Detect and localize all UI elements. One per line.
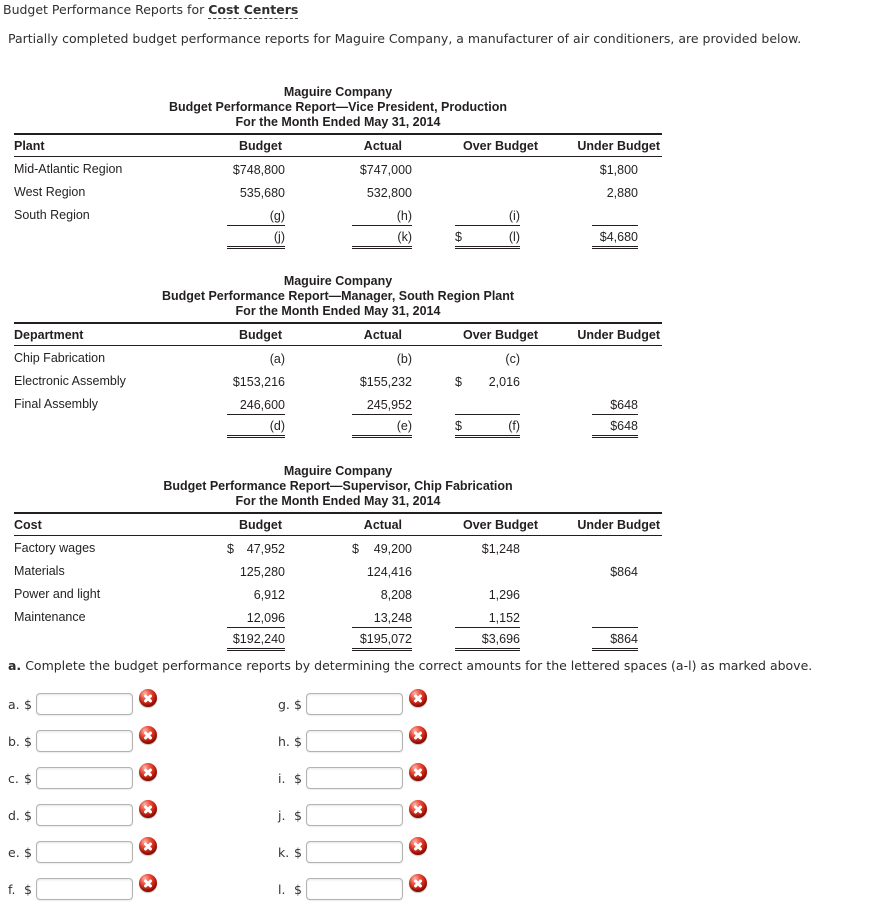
- amount-box: [227, 163, 285, 180]
- answer-row-j: [278, 804, 427, 826]
- amount-box: [227, 352, 285, 369]
- amount-box: [352, 542, 412, 559]
- answer-letter: e.: [8, 844, 20, 860]
- amount-cell: [420, 346, 540, 369]
- amount-box: [352, 209, 412, 226]
- table-row: [14, 369, 662, 392]
- amount-value: (a): [269, 351, 285, 366]
- column-header-budget: Budget: [180, 134, 292, 157]
- report-table: [14, 512, 662, 651]
- amount-value: 535,680: [239, 185, 285, 200]
- amount-value: (b): [396, 351, 412, 366]
- answer-input-c[interactable]: [36, 767, 133, 789]
- answer-input-f[interactable]: [36, 878, 133, 900]
- amount-cell: [180, 415, 292, 438]
- amount-box: [352, 163, 412, 180]
- amount-value: 2,016: [488, 374, 520, 389]
- answer-row-a: [8, 693, 157, 715]
- amount-cell: [292, 536, 420, 559]
- total-row: [14, 415, 662, 438]
- report-title-line: Budget Performance Report—Manager, South Region Plant: [161, 289, 515, 303]
- dollar-sign: $: [294, 807, 302, 823]
- dollar-sign: $: [24, 696, 32, 712]
- amount-cell: [180, 628, 292, 651]
- amount-cell: [420, 536, 540, 559]
- amount-value: 1,296: [488, 587, 520, 602]
- row-label: Mid-Atlantic Region: [14, 161, 123, 176]
- amount-cell: [420, 559, 540, 582]
- total-row: [14, 226, 662, 249]
- instruction-text: Complete the budget performance reports by determining the correct amounts for the lettered spaces (a-l) as marked above.: [25, 658, 813, 673]
- answer-letter: b.: [8, 733, 20, 749]
- amount-box: [455, 352, 520, 369]
- row-label: Final Assembly: [14, 396, 99, 411]
- amount-value: [635, 209, 638, 223]
- amount-cell: [292, 582, 420, 605]
- amount-cell: [180, 157, 292, 180]
- answer-row-b: [8, 730, 157, 752]
- row-label: Chip Fabrication: [14, 350, 106, 365]
- table-row: [14, 582, 662, 605]
- currency-sign: $: [455, 418, 462, 433]
- amount-box: [227, 632, 285, 651]
- amount-value: (c): [505, 351, 520, 366]
- incorrect-icon: [139, 837, 157, 855]
- amount-cell: [180, 536, 292, 559]
- column-header-under-budget: Under Budget: [540, 513, 662, 536]
- amount-cell: [420, 369, 540, 392]
- amount-value: (j): [273, 229, 285, 244]
- header-row: [14, 323, 662, 346]
- dollar-sign: $: [294, 696, 302, 712]
- report-supervisor-chip-fabrication: [14, 464, 662, 651]
- amount-cell: [420, 203, 540, 226]
- answer-column-right: [278, 693, 427, 900]
- table-row: [14, 536, 662, 559]
- amount-cell: [420, 605, 540, 628]
- report-title-line: Maguire Company: [283, 274, 393, 288]
- amount-cell: [180, 392, 292, 415]
- answer-input-k[interactable]: [306, 841, 403, 863]
- amount-value: $648: [610, 418, 638, 433]
- incorrect-icon: [139, 689, 157, 707]
- amount-value: (i): [508, 208, 520, 223]
- dollar-sign: $: [294, 844, 302, 860]
- amount-cell: [292, 157, 420, 180]
- column-header-cost: Cost: [14, 513, 180, 536]
- amount-box: [592, 209, 638, 226]
- row-label: [14, 415, 180, 438]
- answer-row-e: [8, 841, 157, 863]
- amount-cell: [540, 605, 662, 628]
- dollar-sign: $: [24, 881, 32, 897]
- amount-value: $864: [610, 631, 638, 646]
- amount-cell: [180, 346, 292, 369]
- report-manager-south-region-plant: [14, 274, 662, 438]
- answer-row-h: [278, 730, 427, 752]
- column-header-actual: Actual: [292, 513, 420, 536]
- amount-cell: [180, 203, 292, 226]
- report-title: [14, 464, 662, 509]
- instruction-letter: a.: [8, 658, 22, 673]
- amount-cell: [540, 628, 662, 651]
- header-row: [14, 513, 662, 536]
- amount-box: [227, 542, 285, 559]
- amount-cell: [540, 203, 662, 226]
- report-table: [14, 133, 662, 249]
- answer-input-h[interactable]: [306, 730, 403, 752]
- column-header-over-budget: Over Budget: [420, 134, 540, 157]
- amount-value: (e): [396, 418, 412, 433]
- amount-cell: [292, 226, 420, 249]
- answer-row-l: [278, 878, 427, 900]
- header-row: [14, 134, 662, 157]
- amount-box: [592, 186, 638, 203]
- row-label: Materials: [14, 563, 65, 578]
- amount-value: $195,072: [359, 631, 412, 646]
- amount-value: (h): [396, 208, 412, 223]
- row-label: [14, 226, 180, 249]
- amount-box: [352, 588, 412, 605]
- amount-value: 245,952: [366, 397, 412, 412]
- answer-row-f: [8, 878, 157, 900]
- amount-cell: [420, 180, 540, 203]
- answer-letter: f.: [8, 881, 16, 897]
- amount-cell: [292, 180, 420, 203]
- amount-box: [227, 375, 285, 392]
- amount-box: [455, 375, 520, 392]
- amount-value: $648: [610, 397, 638, 412]
- amount-cell: [292, 415, 420, 438]
- answer-column-left: [8, 693, 157, 900]
- page-title: [3, 2, 298, 17]
- amount-value: 47,952: [246, 541, 285, 556]
- amount-box: [455, 230, 520, 249]
- row-label: Factory wages: [14, 540, 96, 555]
- amount-box: [592, 398, 638, 415]
- amount-box: [455, 398, 520, 415]
- answer-input-a[interactable]: [36, 693, 133, 715]
- answer-input-d[interactable]: [36, 804, 133, 826]
- amount-value: 1,152: [488, 610, 520, 625]
- amount-value: $3,696: [481, 631, 520, 646]
- amount-value: (l): [508, 229, 520, 244]
- amount-cell: [292, 369, 420, 392]
- amount-box: [352, 611, 412, 628]
- amount-cell: [420, 582, 540, 605]
- amount-box: [592, 611, 638, 628]
- amount-cell: [540, 536, 662, 559]
- column-header-department: Department: [14, 323, 180, 346]
- amount-value: $1,800: [599, 162, 638, 177]
- report-title-line: Maguire Company: [283, 85, 393, 99]
- table-row: [14, 203, 662, 226]
- dollar-sign: $: [294, 770, 302, 786]
- amount-box: [227, 419, 285, 438]
- glossary-term-cost-centers[interactable]: Cost Centers: [208, 2, 299, 17]
- amount-value: 2,880: [606, 185, 638, 200]
- amount-value: 125,280: [239, 564, 285, 579]
- instruction-line: [8, 658, 812, 673]
- amount-box: [227, 186, 285, 203]
- currency-sign: $: [227, 541, 234, 556]
- answer-letter: k.: [278, 844, 290, 860]
- amount-value: [635, 611, 638, 625]
- amount-value: 532,800: [366, 185, 412, 200]
- amount-cell: [420, 157, 540, 180]
- answer-input-i[interactable]: [306, 767, 403, 789]
- amount-cell: [420, 415, 540, 438]
- amount-cell: [292, 559, 420, 582]
- incorrect-icon: [139, 800, 157, 818]
- amount-box: [352, 398, 412, 415]
- amount-box: [352, 375, 412, 392]
- dollar-sign: $: [24, 770, 32, 786]
- amount-value: 124,416: [366, 564, 412, 579]
- table-row: [14, 559, 662, 582]
- amount-box: [352, 565, 412, 582]
- answer-row-g: [278, 693, 427, 715]
- incorrect-icon: [139, 874, 157, 892]
- incorrect-icon: [139, 726, 157, 744]
- amount-cell: [180, 605, 292, 628]
- amount-value: $1,248: [481, 541, 520, 556]
- report-title: [14, 85, 662, 130]
- dollar-sign: $: [24, 807, 32, 823]
- amount-value: (g): [269, 208, 285, 223]
- column-header-actual: Actual: [292, 134, 420, 157]
- amount-box: [592, 163, 638, 180]
- incorrect-icon: [139, 763, 157, 781]
- table-row: [14, 180, 662, 203]
- column-header-plant: Plant: [14, 134, 180, 157]
- report-title-line: For the Month Ended May 31, 2014: [235, 304, 441, 318]
- dollar-sign: $: [294, 881, 302, 897]
- total-row: [14, 628, 662, 651]
- amount-value: (d): [269, 418, 285, 433]
- row-label: [14, 628, 180, 651]
- report-table: [14, 322, 662, 438]
- amount-cell: [540, 559, 662, 582]
- amount-box: [455, 632, 520, 651]
- incorrect-icon: [409, 689, 427, 707]
- amount-cell: [540, 180, 662, 203]
- amount-value: $747,000: [359, 162, 412, 177]
- amount-box: [227, 565, 285, 582]
- answer-letter: h.: [278, 733, 290, 749]
- incorrect-icon: [409, 763, 427, 781]
- amount-box: [352, 419, 412, 438]
- amount-box: [455, 419, 520, 438]
- answer-letter: c.: [8, 770, 19, 786]
- amount-value: 12,096: [246, 610, 285, 625]
- row-label: Electronic Assembly: [14, 373, 126, 388]
- currency-sign: $: [455, 374, 462, 389]
- report-title: [14, 274, 662, 319]
- amount-cell: [540, 582, 662, 605]
- amount-value: (f): [508, 418, 520, 433]
- amount-value: $153,216: [232, 374, 285, 389]
- row-label: West Region: [14, 184, 86, 199]
- amount-box: [227, 611, 285, 628]
- amount-cell: [292, 392, 420, 415]
- answer-input-b[interactable]: [36, 730, 133, 752]
- amount-box: [227, 230, 285, 249]
- report-title-line: Budget Performance Report—Vice President, Production: [168, 100, 508, 114]
- amount-cell: [420, 392, 540, 415]
- column-header-actual: Actual: [292, 323, 420, 346]
- report-title-line: For the Month Ended May 31, 2014: [235, 115, 441, 129]
- amount-cell: [420, 226, 540, 249]
- answer-input-j[interactable]: [306, 804, 403, 826]
- amount-box: [352, 230, 412, 249]
- column-header-over-budget: Over Budget: [420, 323, 540, 346]
- amount-value: $4,680: [599, 229, 638, 244]
- answer-input-g[interactable]: [306, 693, 403, 715]
- amount-cell: [180, 369, 292, 392]
- amount-cell: [540, 157, 662, 180]
- amount-cell: [180, 180, 292, 203]
- amount-cell: [180, 582, 292, 605]
- column-header-budget: Budget: [180, 323, 292, 346]
- amount-cell: [180, 226, 292, 249]
- amount-cell: [292, 203, 420, 226]
- amount-cell: [180, 559, 292, 582]
- amount-cell: [540, 392, 662, 415]
- column-header-over-budget: Over Budget: [420, 513, 540, 536]
- amount-box: [227, 588, 285, 605]
- row-label: Maintenance: [14, 609, 86, 624]
- answer-row-d: [8, 804, 157, 826]
- answer-letter: d.: [8, 807, 20, 823]
- amount-box: [227, 398, 285, 415]
- report-title-line: Budget Performance Report—Supervisor, Chip Fabrication: [163, 479, 513, 493]
- column-header-under-budget: Under Budget: [540, 323, 662, 346]
- amount-box: [455, 209, 520, 226]
- amount-box: [592, 419, 638, 438]
- amount-box: [352, 352, 412, 369]
- answer-letter: l.: [278, 881, 286, 897]
- amount-cell: [540, 346, 662, 369]
- answer-input-l[interactable]: [306, 878, 403, 900]
- table-row: [14, 392, 662, 415]
- table-row: [14, 346, 662, 369]
- answer-letter: a.: [8, 696, 20, 712]
- amount-cell: [540, 226, 662, 249]
- amount-value: [517, 398, 520, 412]
- amount-box: [592, 230, 638, 249]
- dollar-sign: $: [24, 733, 32, 749]
- answer-row-i: [278, 767, 427, 789]
- amount-box: [592, 565, 638, 582]
- incorrect-icon: [409, 837, 427, 855]
- incorrect-icon: [409, 800, 427, 818]
- currency-sign: $: [455, 229, 462, 244]
- amount-value: 13,248: [373, 610, 412, 625]
- dollar-sign: $: [294, 733, 302, 749]
- amount-cell: [292, 346, 420, 369]
- page-title-text: Budget Performance Reports for: [3, 2, 209, 17]
- incorrect-icon: [409, 874, 427, 892]
- row-label: South Region: [14, 207, 90, 222]
- intro-text: Partially completed budget performance reports for Maguire Company, a manufacturer of air conditioners, are provided below.: [8, 31, 802, 46]
- answer-letter: i.: [278, 770, 286, 786]
- amount-value: $192,240: [232, 631, 285, 646]
- currency-sign: $: [352, 541, 359, 556]
- answer-letter: g.: [278, 696, 290, 712]
- amount-box: [352, 632, 412, 651]
- table-row: [14, 605, 662, 628]
- report-vice-president-production: [14, 85, 662, 249]
- column-header-under-budget: Under Budget: [540, 134, 662, 157]
- amount-value: $748,800: [232, 162, 285, 177]
- amount-value: $155,232: [359, 374, 412, 389]
- amount-value: 8,208: [380, 587, 412, 602]
- amount-cell: [540, 369, 662, 392]
- dollar-sign: $: [24, 844, 32, 860]
- amount-box: [455, 611, 520, 628]
- amount-box: [592, 632, 638, 651]
- amount-value: 6,912: [253, 587, 285, 602]
- answer-row-c: [8, 767, 157, 789]
- row-label: Power and light: [14, 586, 101, 601]
- amount-box: [455, 588, 520, 605]
- incorrect-icon: [409, 726, 427, 744]
- report-title-line: For the Month Ended May 31, 2014: [235, 494, 441, 508]
- amount-cell: [540, 415, 662, 438]
- amount-cell: [292, 605, 420, 628]
- amount-box: [455, 542, 520, 559]
- answer-letter: j.: [278, 807, 286, 823]
- amount-value: $864: [610, 564, 638, 579]
- answer-input-e[interactable]: [36, 841, 133, 863]
- amount-box: [227, 209, 285, 226]
- amount-cell: [420, 628, 540, 651]
- amount-cell: [292, 628, 420, 651]
- answer-row-k: [278, 841, 427, 863]
- table-row: [14, 157, 662, 180]
- column-header-budget: Budget: [180, 513, 292, 536]
- amount-value: (k): [397, 229, 412, 244]
- amount-box: [352, 186, 412, 203]
- amount-value: 246,600: [239, 397, 285, 412]
- report-title-line: Maguire Company: [283, 464, 393, 478]
- amount-value: 49,200: [373, 541, 412, 556]
